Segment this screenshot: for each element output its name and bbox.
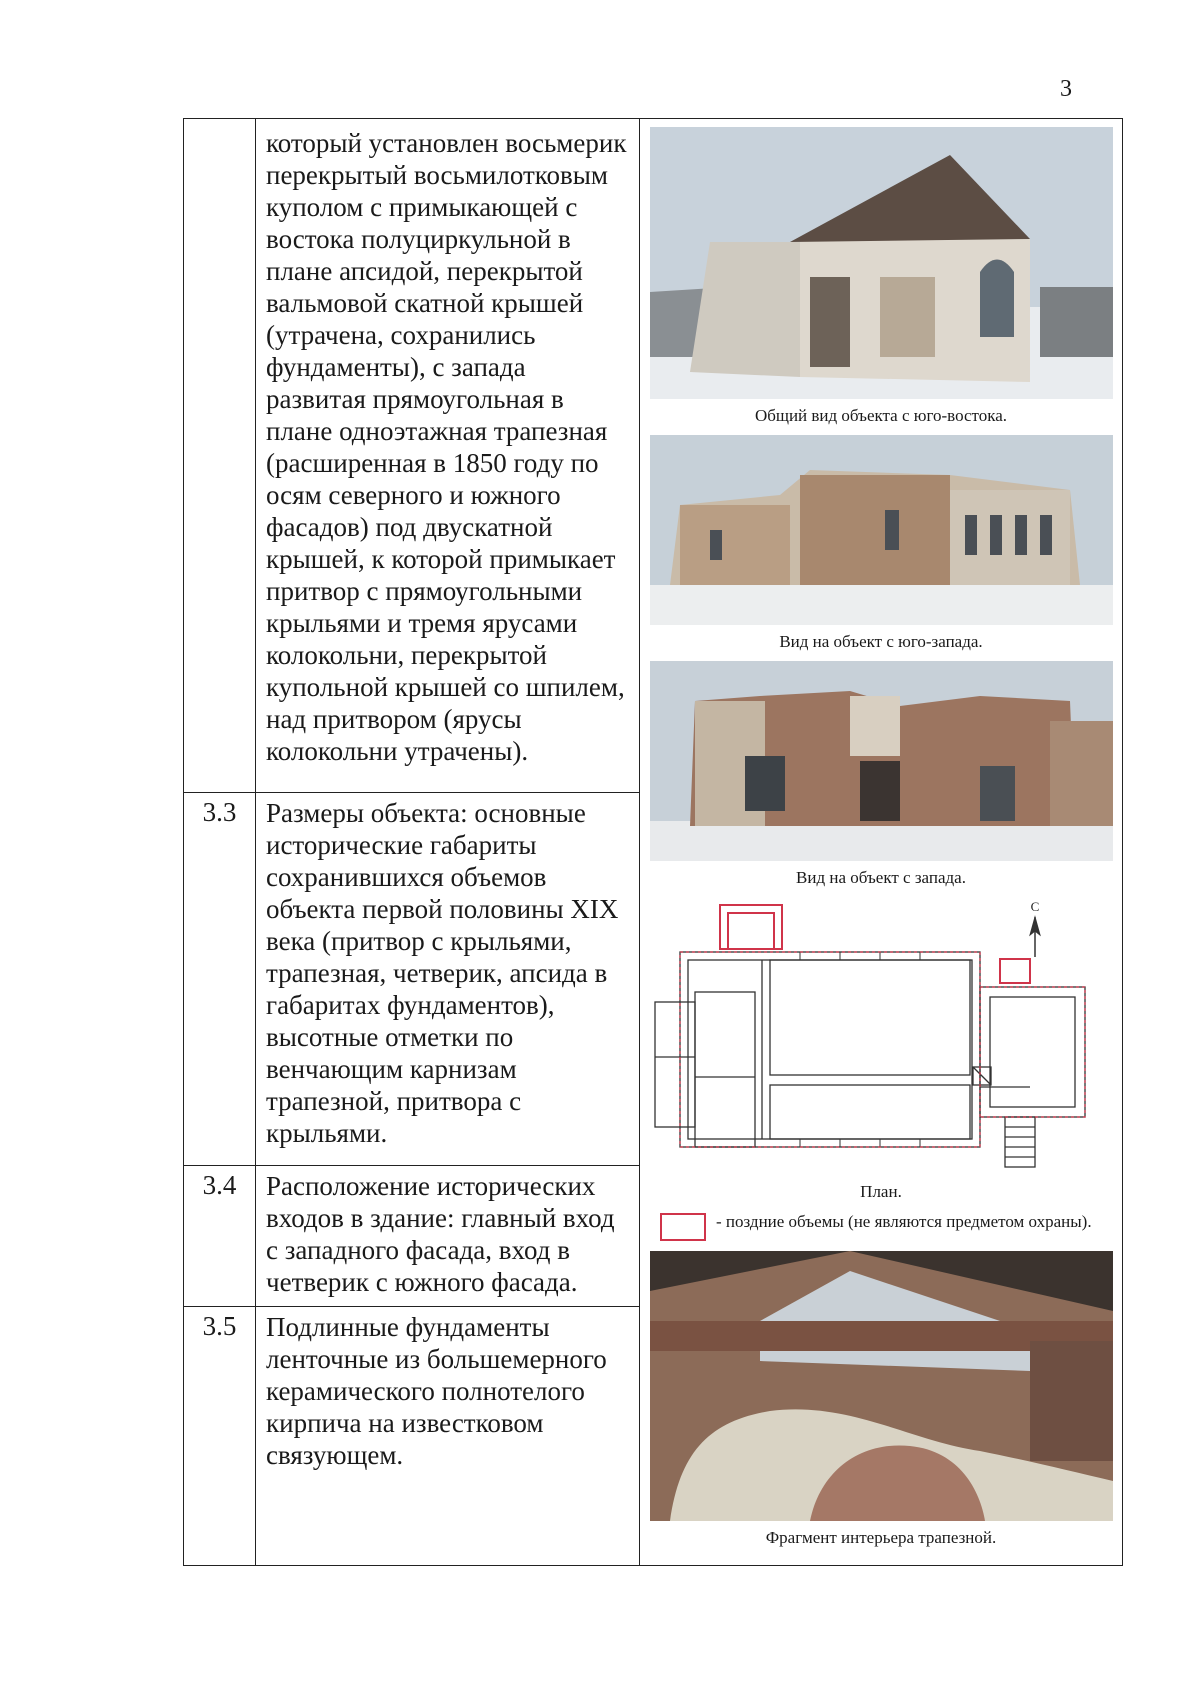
row-number: 3.4 [184, 1165, 256, 1306]
legend-swatch [660, 1213, 706, 1241]
north-arrow-icon [1030, 917, 1040, 957]
figures-column [640, 119, 1123, 1566]
page-number: 3 [1060, 76, 1072, 102]
row-text: который установлен восьмерик перекрытый восьмилотковым куполом с примыкающей с востока полуциркульной в плане апсидой, перекрытой вальмовой скатной крышей (утрачена, сохранились фундаменты), с запада развитая прямоугольная в плане одноэтажная трапезная (расширенная в 1850 году по осям северного и южного фасадов) под двускатной крышей, к которой примыкает притвор с прямоугольными крыльями и тремя ярусами колокольни, перекрытой купольной крышей со шпилем, над притвором (ярусы колокольни утрачены). [256, 119, 640, 793]
row-number: 3.3 [184, 792, 256, 1165]
photo-southwest-view [650, 435, 1113, 625]
photo-west-view [650, 661, 1113, 861]
row-text: Расположение исторических входов в здание: главный вход с западного фасада, вход в четверик с южного фасада. [256, 1165, 640, 1306]
legend-text: - поздние объемы (не являются предметом охраны). [716, 1212, 1092, 1231]
row-number: 3.5 [184, 1307, 256, 1566]
north-label: С [1030, 899, 1040, 914]
photo1-caption: Общий вид объекта с юго-востока. [754, 406, 1008, 425]
photo2-caption: Вид на объект с юго-запада. [779, 632, 983, 651]
photo3-caption: Вид на объект с запада. [796, 868, 966, 887]
plan-legend [660, 1211, 1112, 1241]
photo4-caption: Фрагмент интерьера трапезной. [765, 1528, 997, 1547]
row-text: Размеры объекта: основные исторические габариты сохранившихся объемов объекта первой половины XIX века (притвор с крыльями, трапезная, четверик, апсида в габаритах фундаментов), высотные отметки по венчающим карнизам трапезной, притвора с крыльями. [256, 792, 640, 1165]
photo-southeast-view [650, 127, 1113, 399]
row-text: Подлинные фундаменты ленточные из большемерного керамического полнотелого кирпича на известковом связующем. [256, 1307, 640, 1566]
table-row [184, 119, 1123, 793]
plan-caption: План. [860, 1182, 902, 1201]
photo-interior-fragment [650, 1251, 1113, 1521]
row-number [184, 119, 256, 793]
document-table [183, 118, 1123, 1566]
floor-plan [650, 897, 1113, 1177]
